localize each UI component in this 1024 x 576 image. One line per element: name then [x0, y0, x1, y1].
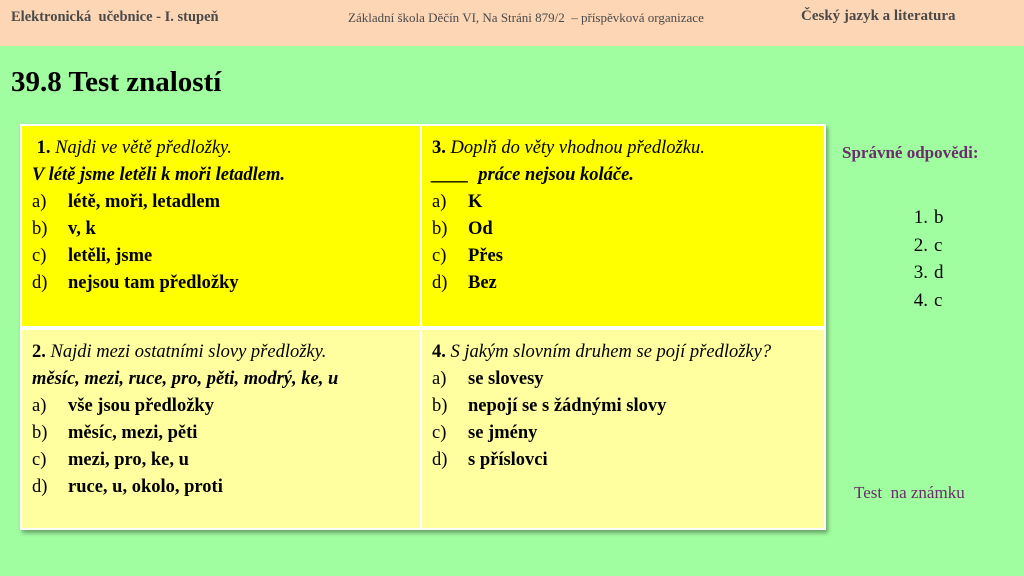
option-c[interactable]: c) Přes — [432, 246, 503, 266]
option-a[interactable]: a) se slovesy — [432, 369, 544, 389]
question-4-cell — [422, 330, 824, 528]
header-school-name: Základní škola Děčín VI, Na Stráni 879/2 – příspěvková organizace — [348, 10, 704, 25]
question-3-cell — [422, 126, 824, 326]
question-1-cell — [22, 126, 420, 326]
answer-item: 3. d — [913, 262, 944, 283]
question-instruction: Najdi mezi ostatními slovy předložky. — [50, 342, 327, 362]
test-link[interactable]: Test na známku — [854, 483, 965, 502]
option-b[interactable]: b) měsíc, mezi, pěti — [32, 423, 198, 443]
option-c[interactable]: c) se jmény — [432, 423, 538, 443]
answer-item: 1. b — [913, 207, 944, 228]
option-a[interactable]: a) K — [432, 192, 483, 212]
quiz-table — [20, 124, 826, 530]
page-title: 39.8 Test znalostí — [11, 66, 222, 98]
answers-heading: Správné odpovědi: — [842, 143, 979, 162]
question-sentence: měsíc, mezi, ruce, pro, pěti, modrý, ke, u — [32, 369, 339, 389]
option-b[interactable]: b) Od — [432, 219, 493, 239]
question-sentence: V létě jsme letěli k moři letadlem. — [32, 165, 285, 185]
answer-item: 4. c — [913, 289, 943, 311]
option-d[interactable]: d) nejsou tam předložky — [32, 273, 239, 293]
option-a[interactable]: a) vše jsou předložky — [32, 396, 214, 416]
question-2-cell — [22, 330, 420, 528]
question-number: 3. — [432, 138, 446, 158]
question-sentence: ____ práce nejsou koláče. — [432, 165, 634, 185]
question-number: 2. — [32, 342, 46, 362]
option-b[interactable]: b) v, k — [32, 219, 96, 239]
answer-item: 2. c — [913, 234, 943, 256]
option-d[interactable]: d) s příslovci — [432, 450, 548, 470]
option-a[interactable]: a) létě, moři, letadlem — [32, 192, 221, 212]
header-subject: Český jazyk a literatura — [801, 8, 956, 24]
option-d[interactable]: d) ruce, u, okolo, proti — [32, 477, 223, 497]
question-number: 1. — [36, 138, 51, 158]
question-instruction: S jakým slovním druhem se pojí předložky? — [450, 342, 772, 362]
option-b[interactable]: b) nepojí se s žádnými slovy — [432, 396, 667, 416]
question-instruction: Doplň do věty vhodnou předložku. — [450, 138, 705, 158]
answers-list — [902, 204, 944, 314]
question-number: 4. — [432, 342, 446, 362]
option-d[interactable]: d) Bez — [432, 273, 497, 293]
header-bar — [0, 0, 1024, 46]
header-textbook-name: Elektronická učebnice - I. stupeň — [11, 9, 219, 25]
question-instruction: Najdi ve větě předložky. — [55, 138, 232, 158]
option-c[interactable]: c) letěli, jsme — [32, 246, 153, 266]
option-c[interactable]: c) mezi, pro, ke, u — [32, 450, 189, 470]
